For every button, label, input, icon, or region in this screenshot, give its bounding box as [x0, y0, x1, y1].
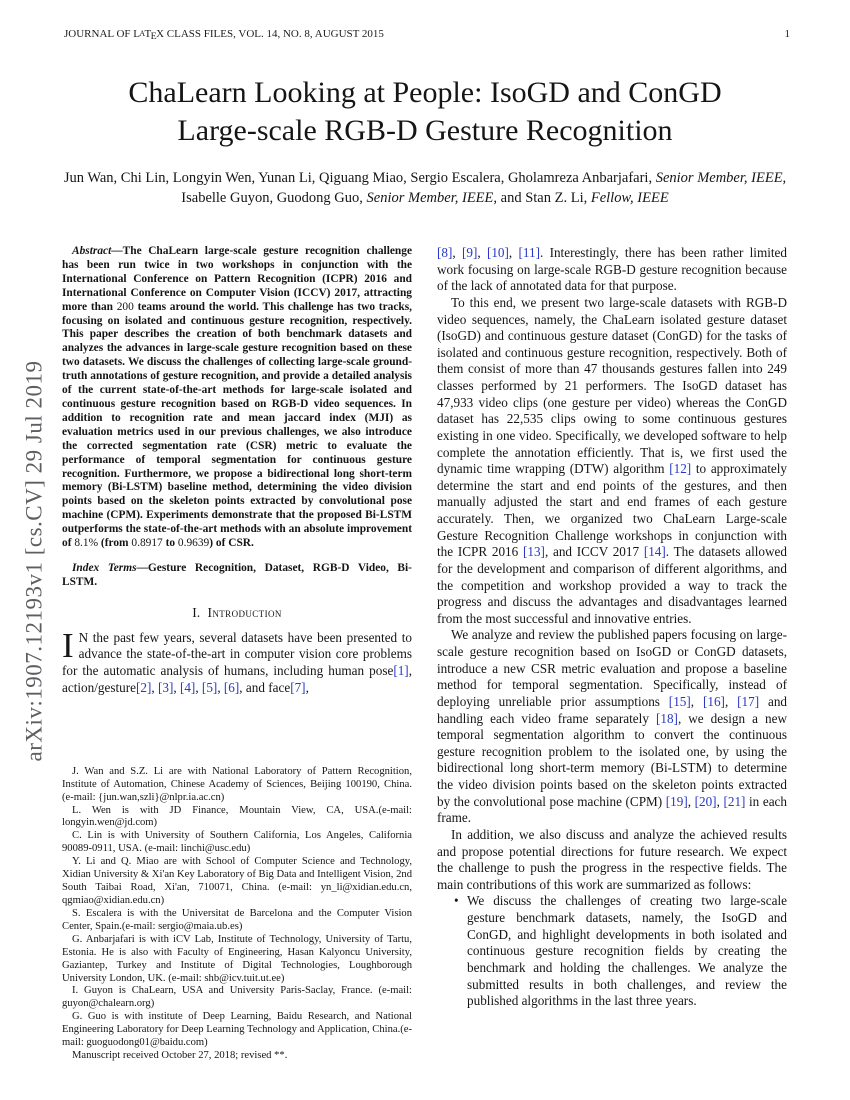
arxiv-watermark: arXiv:1907.12193v1 [cs.CV] 29 Jul 2019	[21, 360, 47, 762]
contribution-bullet	[452, 893, 787, 1009]
citation-link[interactable]: [20]	[694, 793, 717, 809]
intro-paragraph	[62, 625, 412, 697]
author-list: Jun Wan, Chi Lin, Longyin Wen, Yunan Li, Qiguang Miao, Sergio Escalera, Gholamreza Anbarjafari, Senior Member, IEEE, Isabelle Guyon, Guodong Guo, Senior Member, IEEE, and Stan Z. Li, Fellow, IEEE	[63, 170, 787, 206]
left-column	[62, 245, 412, 1063]
author-footnote: S. Escalera is with the Universitat de Barcelona and the Computer Vision Center, Spain.(e-mail: sergio@maia.ub.es)	[62, 907, 412, 932]
citation-link[interactable]: [5]	[201, 679, 218, 695]
body-paragraph: In addition, we also discuss and analyze the achieved results and propose potential directions for future research. We expect the challenge to push the progress in the respective fields. The main contributions of this work are summarized as follows:	[437, 826, 787, 892]
citation-link[interactable]: [14]	[643, 544, 666, 560]
intro-text: N the past few years, several datasets have been presented to advance the state-of-the-art in computer vision core problems for the automatic analysis of humans, including human pose[1], action/gesture[2], [3], [4], [5], [6], and face[7],	[62, 629, 412, 695]
citation-link[interactable]: [9]	[461, 245, 478, 260]
manuscript-note: Manuscript received October 27, 2018; revised **.	[72, 1050, 288, 1062]
citation-link[interactable]: [13]	[522, 544, 545, 560]
citation-link[interactable]: [16]	[702, 693, 725, 709]
citation-link[interactable]: [6]	[223, 679, 240, 695]
author-footnotes	[62, 758, 412, 1063]
citation-link[interactable]: [18]	[655, 710, 678, 726]
two-column-body	[62, 245, 788, 1063]
bullet-marker: •	[454, 893, 459, 909]
citation-link[interactable]: [15]	[668, 693, 691, 709]
right-column	[437, 245, 787, 1063]
citation-link[interactable]: [1]	[393, 663, 409, 678]
section-title: Introduction	[207, 604, 282, 620]
section-heading-introduction	[62, 605, 412, 621]
author-footnote: G. Anbarjafari is with iCV Lab, Institute of Technology, University of Tartu, Estonia. He is also with Faculty of Engineering, Hasan Kalyoncu University, Gaziantep, Turkey and Institute of Digital Technologies, Loughborough University London, UK. (e-mail: shb@icv.tuit.ut.ee)	[62, 933, 412, 984]
body-paragraph: We analyze and review the published papers focusing on large-scale gesture recognition based on IsoGD or ConGD datasets, introduce a new CSR metric evaluation and propose a baseline method for temporal segmentation. Specifically, instead of deploying unreliable prior assumptions [15], [16], [17] and handling each video frame separately [18], we design a new temporal segmentation algorithm to convert the continuous gesture recognition problem to the isolated one, by using the bidirectional long short-term memory (Bi-LSTM) to determine the video division points based on the skeleton points extracted by the convolutional pose machine (CPM) [19], [20], [21] in each frame.	[437, 627, 788, 826]
author-footnote: J. Wan and S.Z. Li are with National Laboratory of Pattern Recognition, Institute of Automation, Chinese Academy of Sciences, Beijing 100190, China. (e-mail: {jun.wan,szli}@nlpr.ia.ac.cn)	[62, 765, 412, 803]
author-footnote: L. Wen is with JD Finance, Mountain View, CA, USA.(e-mail: longyin.wen@jd.com)	[62, 804, 412, 829]
citation-link[interactable]: [4]	[179, 679, 196, 695]
author-footnote: C. Lin is with University of Southern California, Los Angeles, California 90089-0911, USA. (e-mail: linchi@usc.edu)	[62, 830, 412, 855]
abstract-paragraph: Abstract—The ChaLearn large-scale gesture recognition challenge has been run twice in two workshops in conjunction with the International Conference on Pattern Recognition (ICPR) 2016 and International Conference on Computer Vision (ICCV) 2017, attracting more than 200 teams around the world. This challenge has two tracks, focusing on isolated and continuous gesture recognition, respectively. This paper describes the creation of both benchmark datasets and analyzes the advances in large-scale gesture recognition based on these two datasets. We discuss the challenges of collecting large-scale ground-truth annotations of gesture recognition, and provide a detailed analysis of the current state-of-the-art methods for large-scale isolated and continuous gesture recognition based on RGB-D video sequences. In addition to recognition rate and mean jaccard index (MJI) as evaluation metrics used in our previous challenges, we also introduce the corrected segmentation rate (CSR) metric to evaluate the performance of temporal segmentation for continuous gesture recognition. Furthermore, we propose a bidirectional long short-term memory (Bi-LSTM) baseline method, determining the video division points based on the skeleton points extracted by convolutional pose machine (CPM). Experiments demonstrate that the proposed Bi-LSTM outperforms the state-of-the-art methods with an absolute improvement of 8.1% (from 0.8917 to 0.9639) of CSR.	[62, 245, 412, 550]
running-header	[64, 28, 790, 42]
section-number: I.	[192, 604, 201, 620]
paper-title: ChaLearn Looking at People: IsoGD and ConGD Large-scale RGB-D Gesture Recognition	[128, 76, 722, 147]
bullet-text: We discuss the challenges of creating two large-scale gesture benchmark datasets, namely, the IsoGD and ConGD, and highlight developments in both isolated and continuous gesture recognition fields by creating the benchmark and holding the challenges. We analyze the submitted results in both challenges, and review the published algorithms in the last three years.	[467, 893, 787, 1009]
body-paragraph: [8], [9], [10], [11]. Interestingly, there has been rather limited work focusing on large-scale RGB-D gesture recognition because of the lack of annotated data for that purpose.	[437, 245, 787, 294]
citation-link[interactable]: [12]	[669, 461, 692, 477]
citation-link[interactable]: [17]	[737, 693, 760, 709]
author-footnote: I. Guyon is ChaLearn, USA and University Paris-Saclay, France. (e-mail: guyon@chalearn.org)	[62, 985, 412, 1010]
citation-link[interactable]: [11]	[518, 245, 540, 260]
citation-link[interactable]: [7]	[290, 679, 306, 695]
citation-link[interactable]: [8]	[437, 245, 453, 260]
author-footnote: Y. Li and Q. Miao are with School of Computer Science and Technology, Xidian University & Xi'an Key Laboratory of Big Data and Intelligent Vision, 2nd South Taibai Road, Xi'an, 710071, China. (e-mail: yn_li@xidian.edu.cn, qgmiao@xidian.edu.cn)	[62, 856, 412, 907]
citation-link[interactable]: [2]	[135, 679, 152, 695]
citation-link[interactable]: [19]	[665, 793, 688, 809]
intro-dropcap: I	[62, 625, 74, 665]
journal-title: JOURNAL OF LATEX CLASS FILES, VOL. 14, NO. 8, AUGUST 2015	[64, 28, 384, 43]
body-paragraph: To this end, we present two large-scale datasets with RGB-D video sequences, namely, the ChaLearn isolated gesture dataset (IsoGD) and continuous gesture dataset (ConGD) for the tasks of isolated and continuous gesture recognition, respectively. Both of them consist of more than 47 thousands gestures fallen into 249 classes performed by 21 performers. The IsoGD dataset has 47,933 video clips (one gesture per video) whereas the ConGD dataset has 22,535 clips owing to some continuous gestures existing in one video. Specifically, we developed software to help complete the annotation efficiently. That is, we first used the dynamic time wrapping (DTW) algorithm [12] to approximately determine the start and end points of the gestures, and then manually adjusted the start and end frames of each gesture accurately. Then, we organized two ChaLearn Large-scale Gesture Recognition Challenge workshops in conjunction with the ICPR 2016 [13], and ICCV 2017 [14]. The datasets allowed for the development and comparison of different algorithms, and the competition and workshop provided a way to track the progress and discuss the advantages and disadvantages learned from the most successful and innovative entries.	[437, 294, 788, 626]
author-footnote: G. Guo is with institute of Deep Learning, Baidu Research, and National Engineering Laboratory for Deep Learning Technology and Application, China.(e-mail: guoguodong01@baidu.com)	[62, 1011, 412, 1049]
citation-link[interactable]: [3]	[157, 679, 174, 695]
citation-link[interactable]: [21]	[723, 793, 746, 809]
index-terms: Index Terms—Gesture Recognition, Dataset, RGB-D Video, Bi-LSTM.	[62, 561, 412, 588]
page-number: 1	[784, 28, 790, 40]
citation-link[interactable]: [10]	[486, 245, 509, 260]
